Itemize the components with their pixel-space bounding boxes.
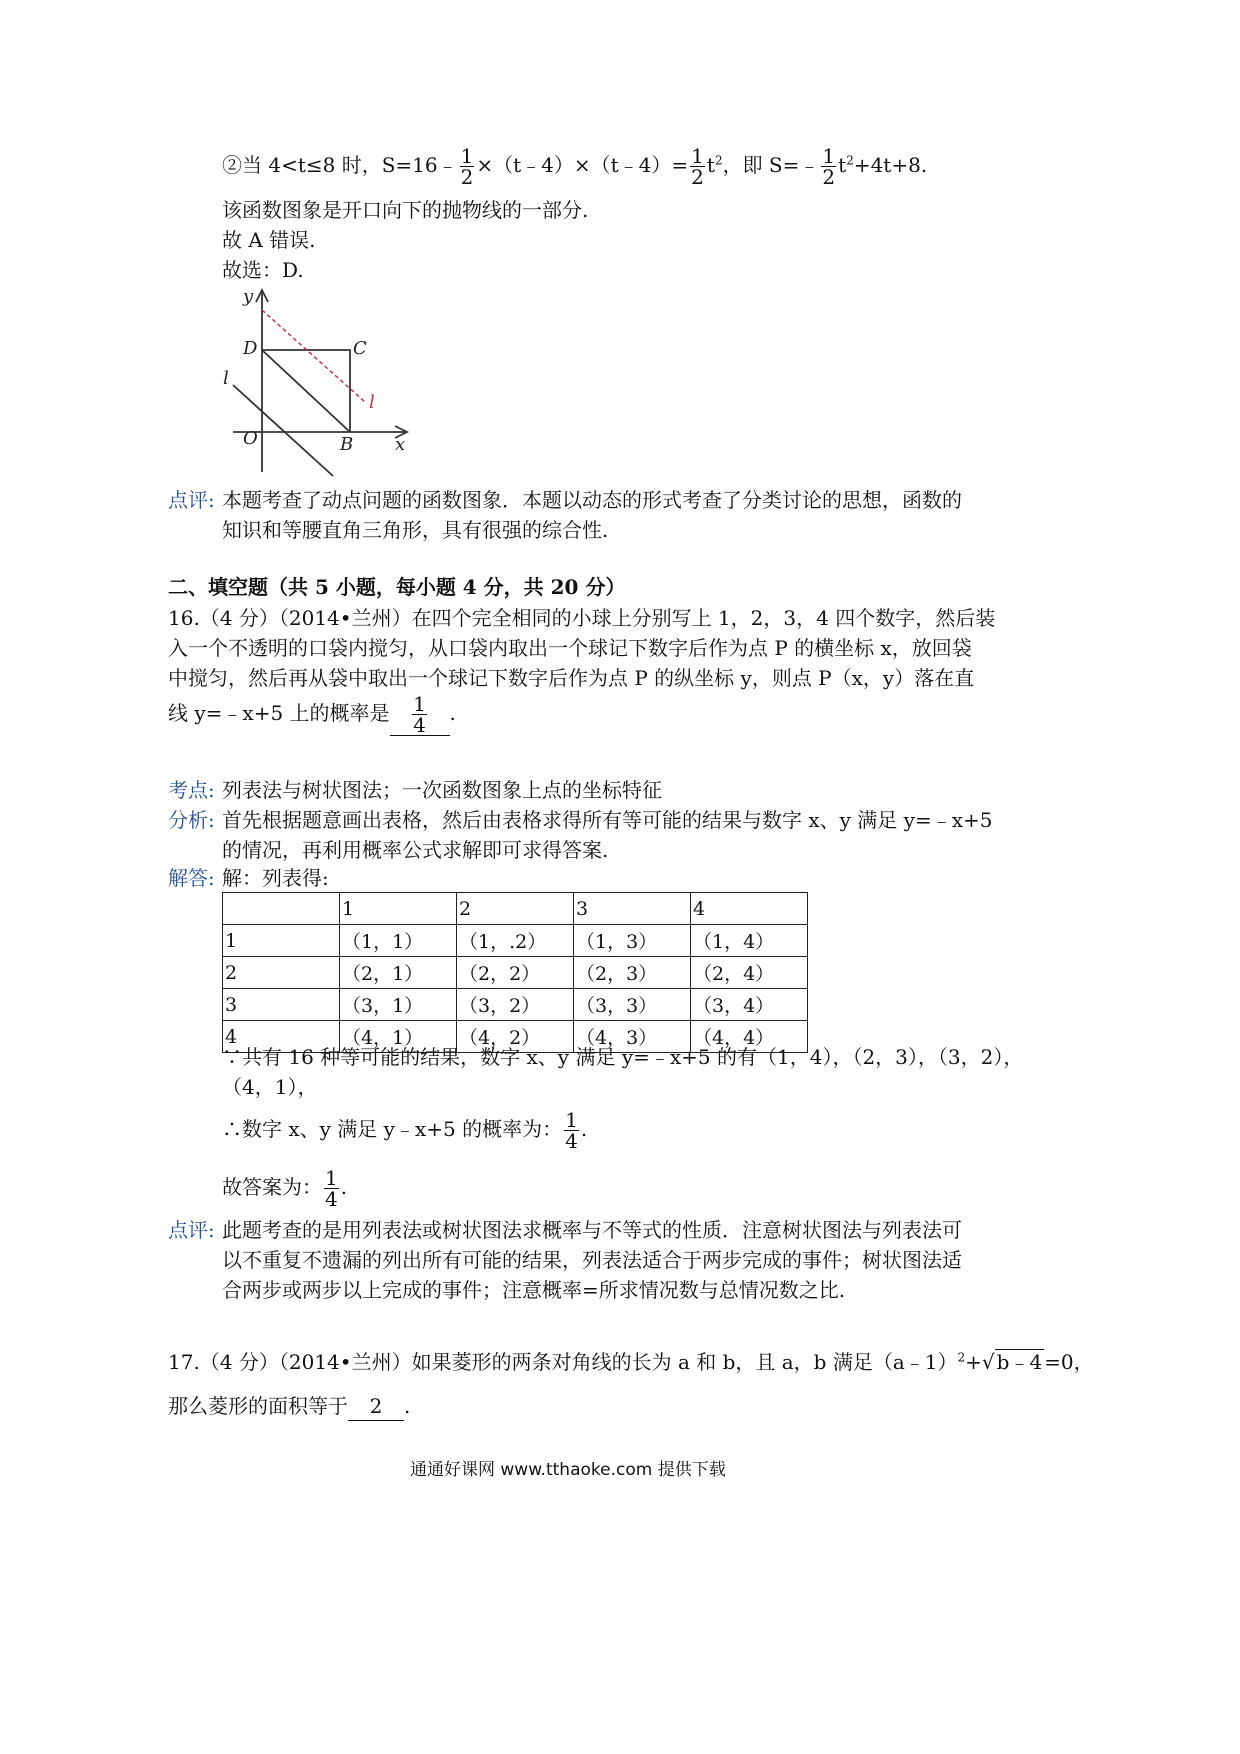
table-cell: 2 — [223, 957, 340, 989]
choose-d: 故选：D. — [222, 258, 304, 282]
fraction-half: $\frac{1}{2}$ — [691, 144, 704, 189]
table-cell: （2，3） — [574, 957, 691, 989]
section2-heading: 二、填空题（共 5 小题，每小题 4 分，共 20 分） — [168, 575, 626, 599]
jieda-intro: 解：列表得: — [222, 866, 329, 890]
y-axis-label: y — [243, 286, 254, 307]
table-cell: 3 — [574, 893, 691, 925]
answer-line: 故答案为： $\frac{1}{4}$ . — [222, 1166, 348, 1211]
line-l-right-label: l — [369, 392, 375, 413]
q17-line2: 那么菱形的面积等于 2 . — [168, 1392, 410, 1421]
option-a-wrong: 故 A 错误. — [222, 228, 316, 252]
table-cell: 4 — [691, 893, 808, 925]
table-row — [223, 957, 808, 989]
table-cell: 4 — [223, 1021, 340, 1053]
table-cell: （3，3） — [574, 989, 691, 1021]
table-cell: （1，3） — [574, 925, 691, 957]
q16-line1: 16.（4 分）（2014•兰州）在四个完全相同的小球上分别写上 1，2，3，4 四个数字，然后装 — [168, 606, 996, 630]
quarter-fraction: $\frac{1}{4}$ — [325, 1166, 338, 1211]
table-cell: （4，3） — [574, 1021, 691, 1053]
table-cell: 1 — [340, 893, 457, 925]
review1-line2: 知识和等腰直角三角形，具有很强的综合性. — [222, 518, 609, 542]
point-c-label: C — [353, 338, 367, 359]
q16-line4: 线 y=﹣x+5 上的概率是 $\frac{1}{4}$ . — [168, 692, 456, 737]
q17-answer: 2 — [348, 1392, 404, 1421]
review2-label: 点评: — [168, 1218, 215, 1242]
review1-label: 点评: — [168, 488, 215, 512]
review1-line1: 本题考查了动点问题的函数图象．本题以动态的形式考查了分类讨论的思想，函数的 — [222, 488, 962, 512]
table-header-row — [223, 893, 808, 925]
table-cell — [223, 893, 340, 925]
x-axis-label: x — [395, 434, 406, 455]
point-b-label: B — [340, 434, 354, 455]
q16-answer-fraction: $\frac{1}{4}$ — [413, 692, 426, 737]
q16-line2: 入一个不透明的口袋内搅匀，从口袋内取出一个球记下数字后作为点 P 的横坐标 x，放回袋 — [168, 636, 972, 660]
table-cell: （3，2） — [457, 989, 574, 1021]
case2-formula-line: ②当 4<t≤8 时，S=16﹣ $\frac{1}{2}$ ×（t﹣4）×（t﹣4）= $\frac{1}{2}$ $t^2$，即 S=﹣ $\frac{1}{2}$ $t^2+4t+8$. — [222, 144, 928, 189]
table-cell: （2，1） — [340, 957, 457, 989]
table-cell: 1 — [223, 925, 340, 957]
table-row — [223, 989, 808, 1021]
case2-prefix: ②当 4<t≤8 时，S=16﹣ — [222, 153, 458, 177]
quarter-fraction: $\frac{1}{4}$ — [565, 1108, 578, 1153]
case2-mid3: ，即 S=﹣ — [722, 153, 820, 177]
case2-suffix: +4t+8. — [853, 153, 928, 177]
table-cell: （3，4） — [691, 989, 808, 1021]
review2-line1: 此题考查的是用列表法或树状图法求概率与不等式的性质．注意树状图法与列表法可 — [222, 1218, 962, 1242]
kaodian-label: 考点: — [168, 778, 215, 802]
jieda-label: 解答: — [168, 866, 215, 890]
fraction-half: $\frac{1}{2}$ — [822, 144, 836, 189]
because-line1: ∵共有 16 种等可能的结果，数字 x、y 满足 y=﹣x+5 的有（1，4），（2，3），（3，2）， — [222, 1045, 1024, 1069]
table-cell: （2，2） — [457, 957, 574, 989]
review2-line2: 以不重复不遗漏的列出所有可能的结果，列表法适合于两步完成的事件；树状图法适 — [222, 1248, 962, 1272]
parabola-statement: 该函数图象是开口向下的抛物线的一部分. — [222, 198, 589, 222]
table-row — [223, 925, 808, 957]
table-cell: （4，2） — [457, 1021, 574, 1053]
table-cell: （1，4） — [691, 925, 808, 957]
coordinate-figure — [215, 280, 415, 480]
table-cell: （1，1） — [340, 925, 457, 957]
footer-source: 通通好课网 www.tthaoke.com 提供下载 — [410, 1460, 726, 1480]
line-l-left-label: l — [223, 368, 229, 389]
table-cell: 3 — [223, 989, 340, 1021]
probability-table — [222, 892, 808, 1053]
review2-line3: 合两步或两步以上完成的事件；注意概率=所求情况数与总情况数之比. — [222, 1278, 846, 1302]
table-cell: 2 — [457, 893, 574, 925]
q16-line3: 中搅匀，然后再从袋中取出一个球记下数字后作为点 P 的纵坐标 y，则点 P（x，y）落在直 — [168, 666, 975, 690]
fenxi-line2: 的情况，再利用概率公式求解即可求得答案. — [222, 838, 609, 862]
table-cell: （1，.2） — [457, 925, 574, 957]
point-d-label: D — [243, 338, 258, 359]
table-cell: （4，1） — [340, 1021, 457, 1053]
sqrt-icon: √ — [981, 1350, 995, 1374]
point-o-label: O — [243, 428, 258, 449]
case2-mid1: ×（t﹣4）×（t﹣4）= — [476, 153, 689, 177]
therefore-line: ∴数字 x、y 满足 y﹣x+5 的概率为： $\frac{1}{4}$ . — [222, 1108, 588, 1153]
fraction-half: $\frac{1}{2}$ — [460, 144, 474, 189]
kaodian-text: 列表法与树状图法；一次函数图象上点的坐标特征 — [222, 778, 662, 802]
q17-line1: 17.（4 分）（2014•兰州）如果菱形的两条对角线的长为 a 和 b，且 a，b 满足（a﹣1）$^2$+√ b﹣4 =0， — [168, 1350, 1094, 1374]
sqrt-content: b﹣4 — [996, 1350, 1043, 1374]
fenxi-line1: 首先根据题意画出表格，然后由表格求得所有等可能的结果与数字 x、y 满足 y=﹣x+5 — [222, 808, 993, 832]
table-cell: （4，4） — [691, 1021, 808, 1053]
because-line2: （4，1）， — [222, 1075, 318, 1099]
table-cell: （2，4） — [691, 957, 808, 989]
fenxi-label: 分析: — [168, 808, 215, 832]
table-cell: （3，1） — [340, 989, 457, 1021]
